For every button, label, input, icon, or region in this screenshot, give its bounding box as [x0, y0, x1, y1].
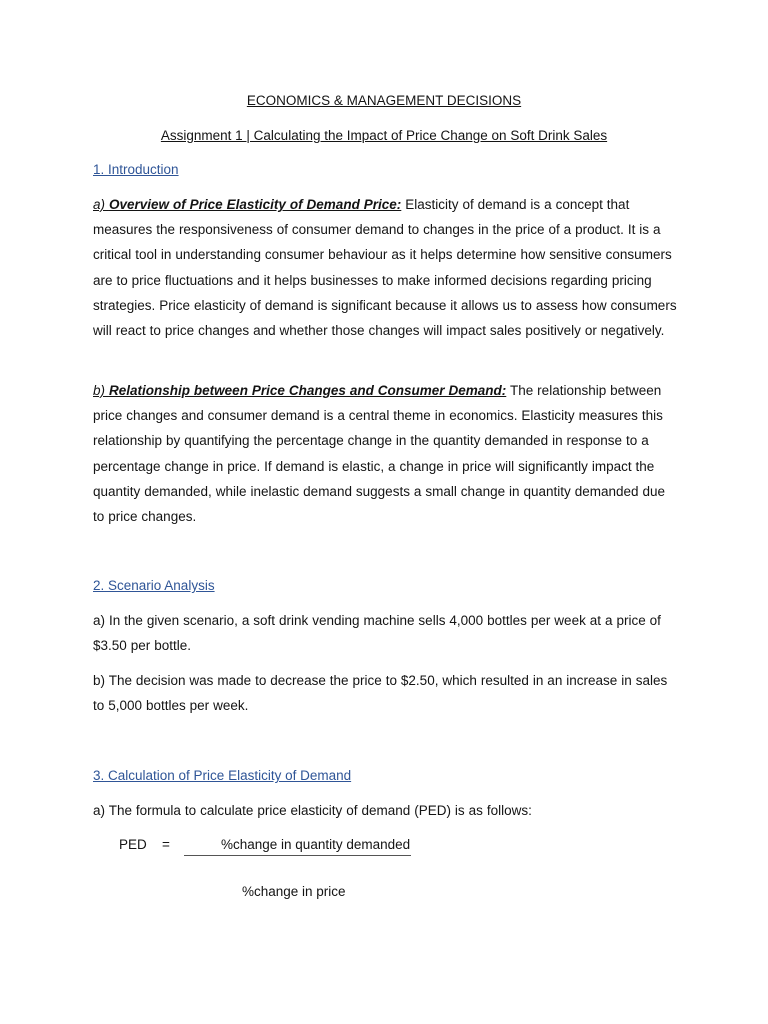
formula-denominator: %change in price: [242, 884, 346, 899]
intro-subheading-a: a) Overview of Price Elasticity of Demand Price:: [93, 197, 402, 212]
section-heading-scenario: 2. Scenario Analysis: [93, 578, 215, 593]
calculation-paragraph-a: a) The formula to calculate price elasticity of demand (PED) is as follows:: [93, 803, 532, 818]
intro-paragraph-a: [93, 192, 678, 343]
intro-text-b: The relationship between price changes and consumer demand is a central theme in economics. Elasticity measures this relationship by quantifying the percentage change in the quantity demanded in response to a percentage change in price. If demand is elastic, a change in price will significantly impact the quantity demanded, while inelastic demand suggests a small change in quantity demanded due to price changes.: [93, 383, 666, 525]
course-title: ECONOMICS & MANAGEMENT DECISIONS: [246, 93, 522, 108]
intro-subheading-b: b) Relationship between Price Changes and Consumer Demand:: [93, 383, 507, 398]
formula-ped-label: PED: [119, 837, 147, 852]
formula-fraction-line: [184, 855, 411, 856]
intro-paragraph-b: [93, 378, 678, 529]
intro-text-a: Elasticity of demand is a concept that measures the responsiveness of consumer demand to changes in the price of a product. It is a critical tool in understanding consumer behaviour as it helps determine how sensitive consumers are to price fluctuations and it helps businesses to make informed decisions regarding pricing strategies. Price elasticity of demand is significant because it allows us to assess how consumers will react to price changes and whether those changes will impact sales positively or negatively.: [93, 197, 677, 339]
scenario-paragraph-b: b) The decision was made to decrease the price to $2.50, which resulted in an increase in sales to 5,000 bottles per week.: [93, 673, 668, 714]
formula-equals-sign: =: [162, 837, 170, 852]
scenario-paragraph-a: a) In the given scenario, a soft drink vending machine sells 4,000 bottles per week at a price of $3.50 per bottle.: [93, 613, 661, 654]
formula-numerator: %change in quantity demanded: [221, 837, 411, 852]
assignment-title: Assignment 1 | Calculating the Impact of Price Change on Soft Drink Sales: [160, 128, 608, 143]
section-heading-introduction: 1. Introduction: [93, 162, 179, 177]
section-heading-calculation: 3. Calculation of Price Elasticity of Demand: [93, 768, 352, 783]
